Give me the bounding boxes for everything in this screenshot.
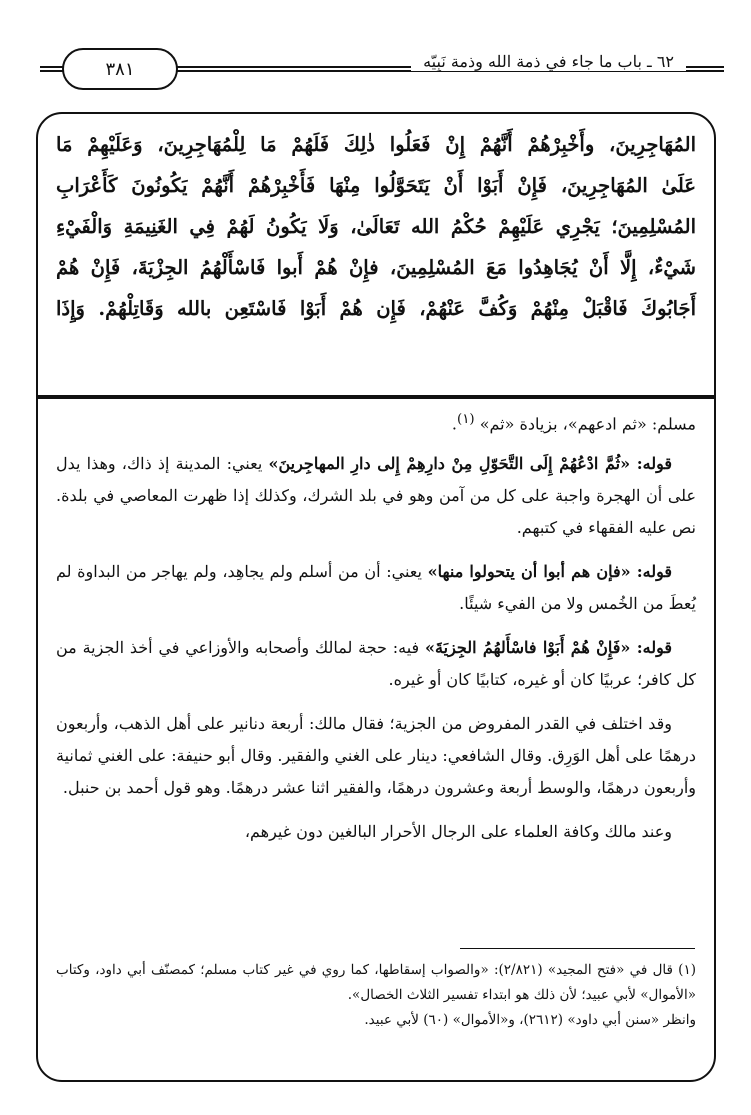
commentary-p2-keyword: قوله: «ثُمَّ ادْعُهُمْ إِلَى التَّحَوّلِ مِنْ دارِهِمْ إِلى دارِ المهاجِرينَ» [268, 454, 673, 474]
commentary-paragraph-3 [56, 556, 696, 620]
commentary-p3-keyword: قوله: «فإن هم أبوا أن يتحولوا منها» [427, 562, 673, 582]
commentary-paragraph-5: وقد اختلف في القدر المفروض من الجزية؛ فقال مالك: أربعة دنانير على أهل الذهب، وأربعون درهمًا على أهل الوَرِق. وقال الشافعي: دينار على الغني والفقير. وقال أبو حنيفة: على الغني ثمانية وأربعون درهمًا، والوسط أربعة وعشرون درهمًا، والفقير اثنا عشر درهمًا. وهو قول أحمد بن حنبل. [56, 714, 696, 798]
footnote-separator [460, 948, 695, 949]
commentary-p4-text: فيه: حجة لمالك وأصحابه والأوزاعي في أخذ الجزية من كل كافر؛ عربيًا كان أو غيره، كتابيًا كان أو غيره. [56, 638, 696, 690]
footnote-2: وانظر «سنن أبي داود» (٢٦١٢)، و«الأموال» (٦٠) لأبي عبيد. [364, 1012, 696, 1028]
commentary-p2-text: يعني: المدينة إذ ذاك، وهذا يدل على أن الهجرة واجبة على كل من آمن وهو في بلد الشرك، وكذلك إذا ظهرت المعاصي في بلدة. نص عليه الفقهاء في كتبهم. [56, 454, 696, 538]
footnote-ref-1: (١) [457, 412, 475, 427]
hadith-line-1: المُهَاجِرِينَ، وأَخْبِرْهُمْ أَنَّهُمْ إِنْ فَعَلُوا ذٰلِكَ فَلَهُمْ مَا لِلْمُهَاجِرِينَ، وَعَلَيْهِمْ مَا [56, 133, 696, 156]
page-number-text: ٣٨١ [105, 58, 135, 80]
hadith-line-2: عَلَىٰ المُهَاجِرِينَ، فَإِنْ أَبَوْا أَنْ يَتَحَوَّلُوا مِنْهَا فَأَخْبِرْهُمْ أَنَّهُمْ يَكُونُونَ كَأَعْرَابِ [56, 174, 696, 197]
section-divider [36, 395, 716, 399]
commentary-p1-text: مسلم: «ثم ادعهم»، بزيادة «ثم» [479, 414, 696, 434]
hadith-line-3: المُسْلِمِينَ؛ يَجْرِي عَلَيْهِمْ حُكْمُ الله تَعَالَىٰ، وَلَا يَكُونُ لَهُمْ فِي الغَنِيمَةِ وَالْفَيْءِ [56, 215, 696, 238]
commentary-paragraph-2 [56, 448, 696, 544]
footnotes [56, 958, 696, 1033]
commentary-paragraph-6: وعند مالك وكافة العلماء على الرجال الأحرار البالغين دون غيرهم، [244, 822, 672, 842]
footnote-1: (١) قال في «فتح المجيد» (٢/٨٢١): «والصواب إسقاطها، كما روي في غير كتاب مسلم؛ كمصنّف أبي داود، وكتاب «الأموال» لأبي عبيد؛ لأن ذلك هو ابتداء تفسير الثلاث الخصال». [56, 962, 697, 1003]
commentary-p1-end: . [451, 414, 458, 434]
chapter-title: ٦٢ ـ باب ما جاء في ذمة الله وذمة نَبِيّه [411, 52, 686, 71]
commentary-body [56, 404, 696, 860]
commentary-paragraph-1 [56, 404, 696, 440]
page-number [62, 48, 178, 90]
commentary-p4-keyword: قوله: «فَإِنْ هُمْ أَبَوْا فاسْأَلهُمُ الجِزيَةَ» [425, 638, 673, 658]
hadith-line-5: أَجَابُوكَ فَاقْبَلْ مِنْهُمْ وَكُفَّ عَنْهُمْ، فَإِن هُمْ أَبَوْا فَاسْتَعِن بالله وَقَاتِلْهُمْ. وَإِذَا [56, 297, 696, 320]
hadith-text-block [56, 124, 696, 329]
hadith-line-4: شَيْءٌ، إِلَّا أَنْ يُجَاهِدُوا مَعَ المُسْلِمِينَ، فإِنْ هُمْ أَبوا فَاسْأَلْهُمُ الجِزْيَةَ، فَإِنْ هُمْ [56, 256, 696, 279]
commentary-paragraph-4 [56, 632, 696, 696]
commentary-p3-text: يعني: أن من أسلم ولم يجاهِد، ولم يهاجر من البداوة لم يُعطَ من الخُمس ولا من الفيء شيئًا. [56, 562, 696, 614]
page-header [40, 48, 724, 88]
